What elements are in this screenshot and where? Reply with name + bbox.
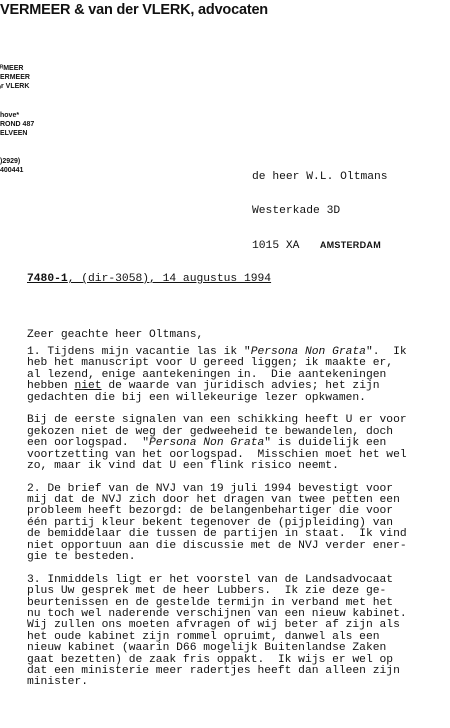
- text-run: hebben: [27, 380, 75, 393]
- text-run: 1. Tijdens mijn vacantie las ik ": [27, 346, 251, 358]
- body-line: [27, 461, 445, 472]
- recipient-city: AMSTERDAM: [319, 240, 382, 251]
- text-run: een oorlogspad. ": [27, 437, 150, 450]
- text-run: nieuw kabinet (waarin D66 mogelijk Buitenlandse Zaken: [27, 642, 387, 655]
- recipient-postal-line: [252, 240, 388, 252]
- body-line: [27, 666, 445, 677]
- text-run: 2. De brief van de NVJ van 19 juli 1994 bevestigt voor: [27, 482, 394, 495]
- phone-line: )2929): [0, 158, 21, 165]
- text-run: gaat bezetten) de zaak fris oppakt. Ik wijs er wel op: [27, 653, 394, 666]
- letter-body: [27, 347, 445, 700]
- text-run: plus Uw gesprek met de heer Lubbers. Ik zie deze ge-: [27, 585, 387, 598]
- text-run: voortzetting van het oorlogspad. Misschien moet het wel: [27, 448, 407, 461]
- salutation: Zeer geachte heer Oltmans,: [27, 329, 204, 341]
- body-line: [27, 552, 445, 563]
- text-run: dat een ministerie meer radertjes heeft dan alleen zijn: [27, 664, 400, 677]
- body-line: [27, 393, 445, 404]
- letterhead-firm-name: VERMEER & van der VLERK, advocaten: [0, 2, 268, 18]
- body-paragraph: [27, 415, 445, 472]
- text-run: gekozen niet de weg der gedweeheid te bewandelen, doch: [27, 425, 394, 438]
- partner-names: [0, 64, 30, 91]
- partner-name: ERMEER: [0, 74, 30, 81]
- firm-address: [0, 111, 34, 138]
- recipient-postcode: 1015 XA: [252, 240, 300, 253]
- text-run: Bij de eerste signalen van een schikking heeft U er voor: [27, 414, 407, 427]
- text-run: de waarde van juridisch advies; het zijn: [101, 380, 380, 393]
- text-run: nu toch wel naderende verschijnen van een nieuw kabinet.: [27, 607, 407, 620]
- text-run: probleem heeft bezorgd: de belangenbehartiger die voor: [27, 505, 394, 518]
- text-run: 3. Inmiddels ligt er het voorstel van de Landsadvocaat: [27, 573, 394, 586]
- text-run: mij dat de NVJ zich door het dragen van twee petten een: [27, 494, 400, 507]
- recipient-address: [252, 149, 388, 264]
- book-title: Persona Non Grata: [250, 346, 366, 358]
- partner-name: ᴿMEER: [0, 65, 24, 72]
- text-run: zo, maar ik vind dat U een flink risico neemt.: [27, 459, 339, 472]
- phone-line: 400441: [0, 167, 24, 174]
- reference-number: 7480-1: [27, 273, 68, 285]
- body-paragraph: [27, 484, 445, 564]
- body-paragraph: [27, 575, 445, 689]
- text-run: de bemiddelaar die tussen de partijen in staat. Ik vind: [27, 528, 407, 541]
- text-run: ". Ik: [365, 346, 407, 358]
- text-run: heb het manuscript voor U gereed liggen; ik maakte er,: [27, 357, 394, 370]
- text-run: één partij kleur bekent tegenover de (pijpleiding) van: [27, 516, 394, 529]
- emphasis-underline: niet: [74, 380, 102, 393]
- text-run: beurtenissen en de gestelde termijn in verband met het: [27, 596, 394, 609]
- text-run: minister.: [27, 676, 89, 689]
- body-line: [27, 677, 445, 688]
- firm-phones: [0, 157, 23, 175]
- text-run: " is duidelijk een: [264, 437, 387, 450]
- partner-name: ᵢr VLERK: [0, 83, 30, 90]
- reference-details: , (dir-3058), 14 augustus 1994: [67, 273, 272, 285]
- text-run: gie te besteden.: [27, 551, 136, 564]
- book-title: Persona Non Grata: [149, 437, 265, 450]
- text-run: het oude kabinet zijn rommel opruimt, danwel als een: [27, 630, 380, 643]
- body-paragraph: [27, 347, 445, 404]
- text-run: al lezend, enige aantekeningen in. Die aantekeningen: [27, 368, 387, 381]
- address-line: hove*: [0, 112, 20, 119]
- text-run: niet opportuun aan die discussie met de NVJ verder ener-: [27, 539, 407, 552]
- address-line: ELVEEN: [0, 130, 28, 137]
- text-run: Wij zullen ons moeten afvragen of wij beter af zijn als: [27, 619, 400, 632]
- recipient-street: Westerkade 3D: [252, 205, 341, 218]
- reference-line: [27, 274, 271, 285]
- address-line: ROND 487: [0, 121, 35, 128]
- recipient-name: de heer W.L. Oltmans: [252, 170, 388, 183]
- text-run: gedachten die bij een willekeurige lezer opkwamen.: [27, 391, 366, 404]
